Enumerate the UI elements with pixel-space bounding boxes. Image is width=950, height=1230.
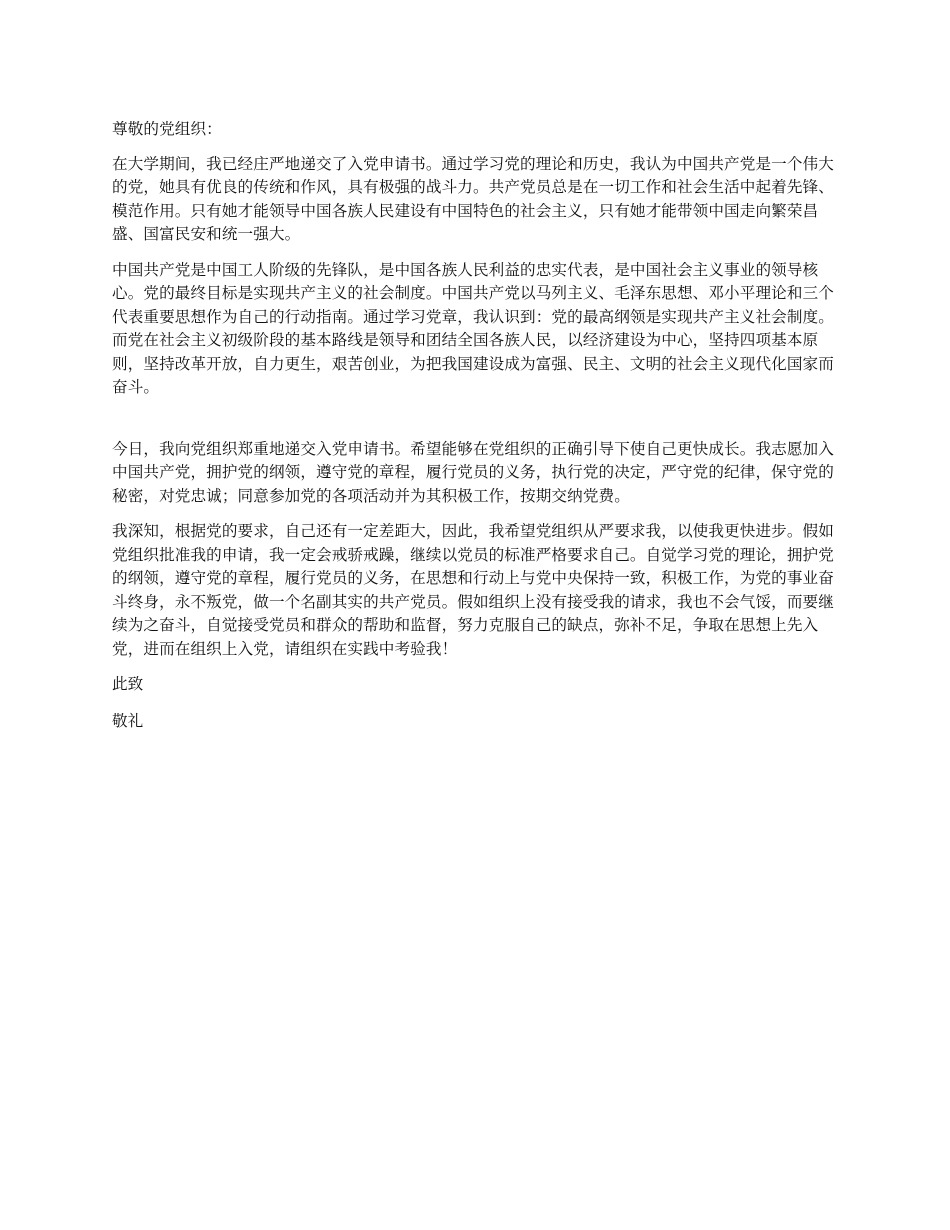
closing-ci-zhi: 此致: [112, 675, 144, 693]
document-page: [112, 118, 840, 746]
closing-jing-li: 敬礼: [112, 711, 144, 730]
paragraph-gap: [112, 412, 840, 438]
paragraph-1: 在大学期间，我已经庄严地递交了入党申请书。通过学习党的理论和历史，我认为中国共产党是一个伟大的党，她具有优良的传统和作风，具有极强的战斗力。共产党员总是在一切工作和社会生活中起着先锋、模范作用。只有她才能领导中国各族人民建设有中国特色的社会主义，只有她才能带领中国走向繁荣昌盛、国富民安和统一强大。: [112, 154, 834, 243]
paragraph-3: 今日，我向党组织郑重地递交入党申请书。希望能够在党组织的正确引导下使自己更快成长。我志愿加入中国共产党，拥护党的纲领，遵守党的章程，履行党员的义务，执行党的决定，严守党的纪律，保守党的秘密，对党忠诚；同意参加党的各项活动并为其积极工作，按期交纳党费。: [112, 439, 834, 505]
salutation: 尊敬的党组织：: [112, 120, 222, 138]
paragraph-2: 中国共产党是中国工人阶级的先锋队，是中国各族人民利益的忠实代表，是中国社会主义事业的领导核心。党的最终目标是实现共产主义的社会制度。中国共产党以马列主义、毛泽东思想、邓小平理论和三个代表重要思想作为自己的行动指南。通过学习党章，我认识到：党的最高纲领是实现共产主义社会制度。而党在社会主义初级阶段的基本路线是领导和团结全国各族人民，以经济建设为中心，坚持四项基本原则，坚持改革开放，自力更生，艰苦创业，为把我国建设成为富强、民主、文明的社会主义现代化国家而奋斗。: [112, 260, 834, 396]
paragraph-4: 我深知，根据党的要求，自己还有一定差距大，因此，我希望党组织从严要求我，以使我更快进步。假如党组织批准我的申请，我一定会戒骄戒躁，继续以党员的标准严格要求自己。自觉学习党的理论，拥护党的纲领，遵守党的章程，履行党员的义务，在思想和行动上与党中央保持一致，积极工作，为党的事业奋斗终身，永不叛党，做一个名副其实的共产党员。假如组织上没有接受我的请求，我也不会气馁，而要继续为之奋斗，自觉接受党员和群众的帮助和监督，努力克服自己的缺点，弥补不足，争取在思想上先入党，进而在组织上入党，请组织在实践中考验我！: [112, 522, 834, 658]
